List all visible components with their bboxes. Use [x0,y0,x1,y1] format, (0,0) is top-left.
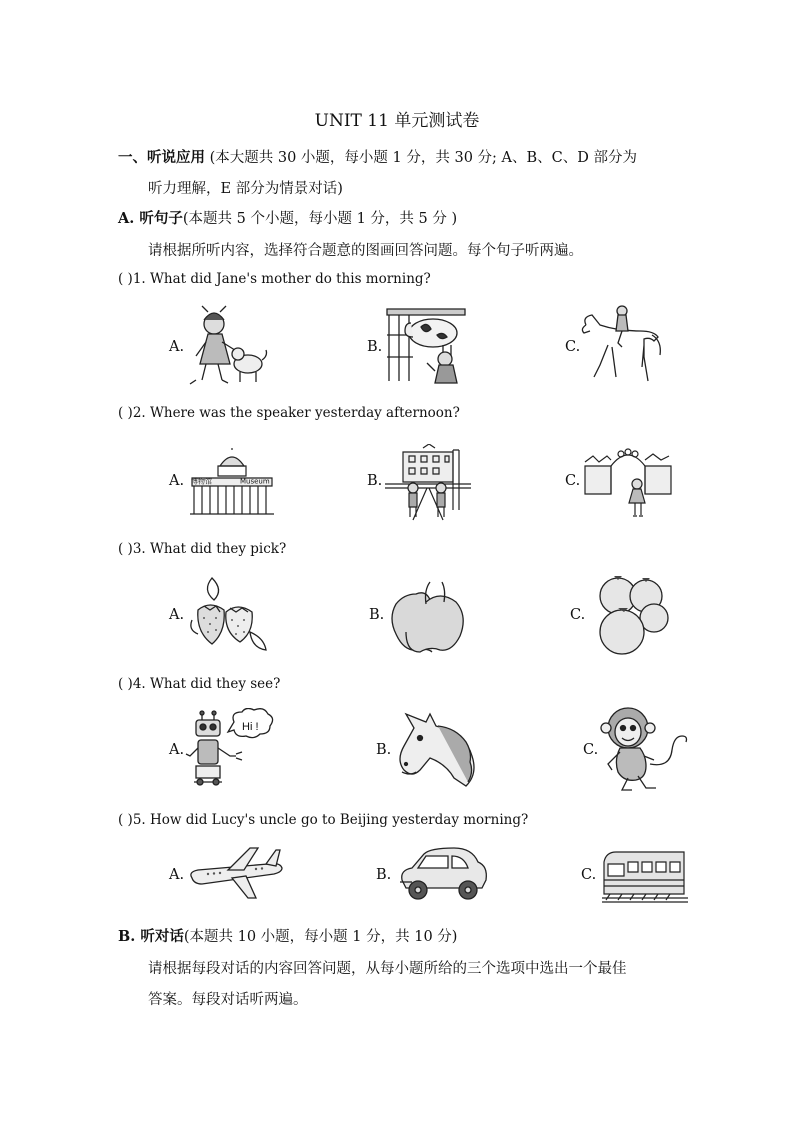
question-3-text: 3. What did they pick? [132,541,287,557]
sectionA-heading-line [118,207,457,228]
part1-heading-line [118,146,637,167]
part1-note: (本大题共 30 小题，每小题 1 分，共 30 分; A、B、C、D 部分为 [209,150,637,166]
park-gate-with-girl-picture[interactable] [583,448,673,522]
q5-option-c-label[interactable]: C. [581,867,597,883]
question-2 [118,405,460,421]
question-2-text: 2. Where was the speaker yesterday afternoon? [132,405,460,421]
q2-option-c-label[interactable]: C. [565,473,581,489]
q2-option-b-label[interactable]: B. [367,473,383,489]
question-4 [118,676,280,692]
sectionB-instruction-line1: 请根据每段对话的内容回答问题，从每小题所给的三个选项中选出一个最佳 [148,961,627,977]
horse-picture[interactable] [398,712,480,788]
q3-option-c-label[interactable]: C. [570,607,586,623]
museum-picture[interactable] [190,448,274,518]
question-5 [118,812,528,828]
answer-blank-5[interactable]: ( ) [118,812,133,828]
part1-heading: 一、听说应用 [118,149,205,166]
girl-riding-horse-picture[interactable] [578,305,662,385]
sectionB-heading-line [118,925,457,946]
sectionA-heading: A. 听句子 [118,210,183,227]
question-1 [118,271,431,287]
q4-option-a-label[interactable]: A. [169,742,185,758]
q3-option-a-label[interactable]: A. [169,607,185,623]
apples-picture[interactable] [386,578,468,660]
sectionB-heading: B. 听对话 [118,928,184,945]
q4-option-b-label[interactable]: B. [376,742,392,758]
q1-option-a-label[interactable]: A. [169,339,185,355]
answer-blank-4[interactable]: ( ) [118,676,133,692]
part1-note-line2: 听力理解，E 部分为情景对话) [148,181,343,197]
girl-with-dog-picture[interactable] [184,302,270,388]
q2-option-a-label[interactable]: A. [169,473,185,489]
question-4-text: 4. What did they see? [132,676,281,692]
sectionA-instruction: 请根据所听内容，选择符合题意的图画回答问题。每个句子听两遍。 [148,243,583,259]
q5-option-b-label[interactable]: B. [376,867,392,883]
answer-blank-3[interactable]: ( ) [118,541,133,557]
page-title: UNIT 11 单元测试卷 [314,111,480,131]
robot-picture[interactable] [184,708,274,790]
airplane-picture[interactable] [188,846,284,904]
question-5-text: 5. How did Lucy's uncle go to Beijing yesterday morning? [132,812,529,828]
cow-in-barn-picture[interactable] [385,305,467,385]
answer-blank-1[interactable]: ( ) [118,271,133,287]
robot-speech: Hi ! [242,721,259,733]
school-with-students-picture[interactable] [383,444,473,522]
strawberries-picture[interactable] [190,576,270,656]
q4-option-c-label[interactable]: C. [583,742,599,758]
museum-sign-en: Museum [240,477,270,486]
oranges-picture[interactable] [588,574,674,660]
question-3 [118,541,286,557]
q3-option-b-label[interactable]: B. [369,607,385,623]
car-picture[interactable] [398,846,490,904]
museum-sign-cn: 博物馆 [191,477,212,486]
answer-blank-2[interactable]: ( ) [118,405,133,421]
train-picture[interactable] [602,848,688,906]
q1-option-b-label[interactable]: B. [367,339,383,355]
q5-option-a-label[interactable]: A. [169,867,185,883]
q1-option-c-label[interactable]: C. [565,339,581,355]
monkey-picture[interactable] [598,704,688,796]
sectionA-note: (本题共 5 个小题，每小题 1 分，共 5 分 ) [182,211,458,227]
question-1-text: 1. What did Jane's mother do this morning? [132,271,431,287]
sectionB-instruction-line2: 答案。每段对话听两遍。 [148,992,308,1008]
sectionB-note: (本题共 10 小题，每小题 1 分，共 10 分) [183,929,458,945]
